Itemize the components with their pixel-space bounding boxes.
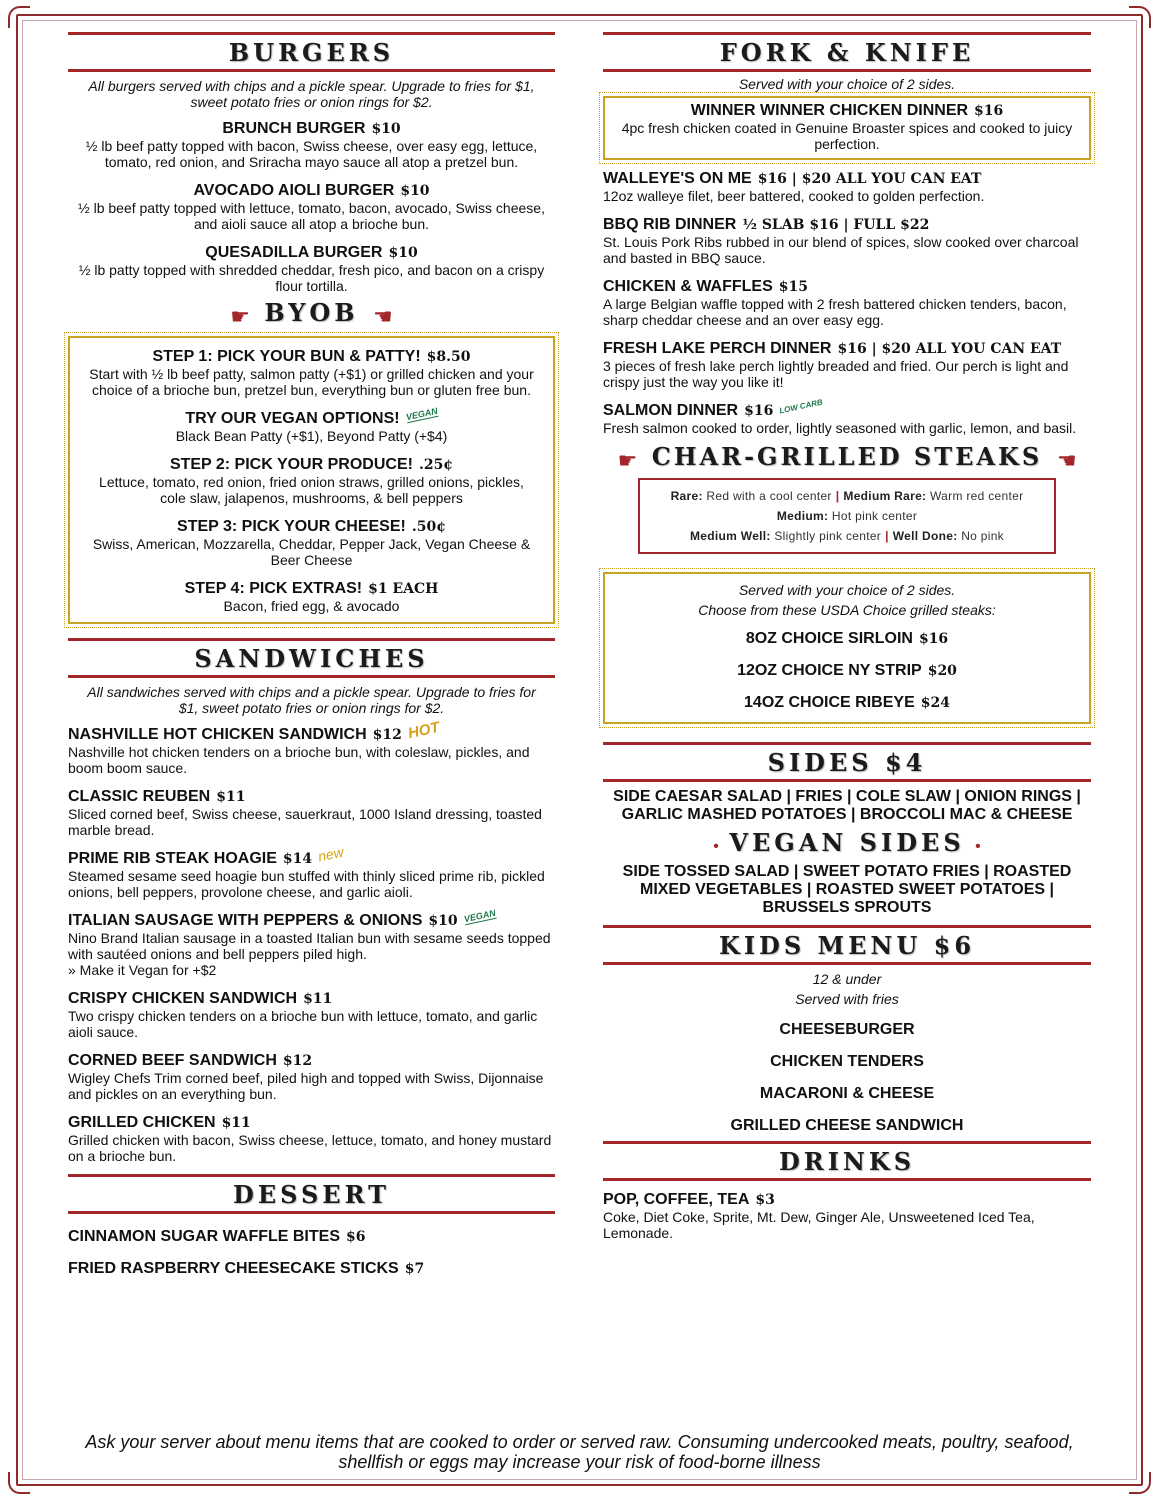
step-desc: Start with ½ lb beef patty, salmon patty (+$1) or grilled chicken and your choice of a brioche bun, pretzel bun, everything bun or gluten free bun. — [89, 365, 534, 398]
item-name: ITALIAN SAUSAGE WITH PEPPERS & ONIONS — [68, 911, 423, 929]
menu-item — [68, 244, 555, 294]
step-price: .25¢ — [418, 456, 454, 473]
item-price: $16 — [974, 103, 1004, 119]
item-name: WINNER WINNER CHICKEN DINNER — [690, 102, 969, 119]
kids-item — [603, 1085, 1091, 1103]
doneness-separator: | — [835, 488, 840, 503]
item-price: $16 | $20 ALL YOU CAN EAT — [757, 171, 982, 187]
item-price: $11 — [216, 788, 246, 805]
item-desc: 4pc fresh chicken coated in Genuine Broaster spices and cooked to juicy perfection. — [621, 120, 1073, 152]
sides-list: SIDE CAESAR SALAD | FRIES | COLE SLAW | ONION RINGS | GARLIC MASHED POTATOES | BROCCOLI MAC & CHEESE — [613, 787, 1081, 823]
sandwiches-note: All sandwiches served with chips and a pickle spear. Upgrade to fries for $1, sweet potato fries or onion rings for $2. — [87, 683, 536, 716]
kids-item — [603, 1021, 1091, 1039]
item-desc: Coke, Diet Coke, Sprite, Mt. Dew, Ginger Ale, Unsweetened Iced Tea, Lemonade. — [603, 1208, 1035, 1241]
bullet-icon: • — [713, 837, 719, 855]
item-name: CRISPY CHICKEN SANDWICH — [68, 989, 298, 1007]
item-extra: » Make it Vegan for +$2 — [68, 961, 217, 978]
item-name: 14OZ CHOICE RIBEYE — [744, 693, 915, 711]
item-price: $16 — [918, 630, 949, 647]
item-price: $10 — [371, 121, 401, 137]
step-name: STEP 2: PICK YOUR PRODUCE! — [169, 455, 413, 473]
item-name: GRILLED CHICKEN — [68, 1113, 216, 1131]
doneness-desc: No pink — [961, 528, 1004, 543]
frame-corner-ornament — [8, 6, 30, 28]
item-price: $10 — [400, 183, 430, 199]
step-name: STEP 4: PICK EXTRAS! — [184, 579, 363, 597]
item-name: SALMON DINNER — [603, 402, 739, 419]
frame-corner-ornament — [1129, 6, 1151, 28]
item-name: AVOCADO AIOLI BURGER — [193, 182, 395, 199]
byob-title: BYOB — [264, 298, 359, 327]
item-name: CINNAMON SUGAR WAFFLE BITES — [68, 1227, 340, 1245]
item-desc: Steamed sesame seed hoagie bun stuffed with thinly sliced prime rib, pickled onions, bell peppers, provolone cheese, and garlic aioli. — [68, 867, 545, 900]
item-name: CLASSIC REUBEN — [68, 787, 211, 805]
vegan-badge-icon: VEGAN — [404, 405, 439, 423]
item-desc: Nino Brand Italian sausage in a toasted Italian bun with sesame seeds topped with sautéed onions and bell peppers piled high. — [68, 929, 551, 962]
fork-knife-note: Served with your choice of 2 sides. — [738, 76, 956, 92]
item-desc: Two crispy chicken tenders on a brioche bun with lettuce, tomato, and garlic aioli sauce. — [68, 1007, 538, 1040]
menu-item — [603, 278, 1091, 328]
item-desc: Grilled chicken with bacon, Swiss cheese, lettuce, tomato, and honey mustard on a brioche bun. — [68, 1131, 552, 1164]
step-price: $8.50 — [426, 348, 471, 365]
item-desc: ½ lb patty topped with shredded cheddar, fresh pico, and bacon on a crispy flour tortilla. — [78, 262, 545, 294]
item-name: CORNED BEEF SANDWICH — [68, 1051, 277, 1069]
item-price: $7 — [404, 1260, 425, 1277]
item-name: PRIME RIB STEAK HOAGIE — [68, 849, 277, 867]
menu-item — [68, 718, 555, 776]
step-price: $1 EACH — [368, 580, 439, 597]
menu-item — [68, 120, 555, 170]
step-price: .50¢ — [411, 518, 446, 535]
burgers-note: All burgers served with chips and a pickle spear. Upgrade to fries for $1, sweet potato fries or onion rings for $2. — [88, 78, 535, 110]
item-price: $15 — [778, 279, 809, 295]
menu-item — [603, 216, 1091, 266]
item-price: $6 — [346, 1228, 366, 1245]
doneness-label: Medium Rare: — [843, 488, 927, 503]
item-price: ½ SLAB $16 | FULL $22 — [742, 217, 930, 233]
menu-item — [68, 1114, 555, 1164]
steak-item — [621, 662, 1073, 680]
byob-header — [68, 298, 555, 328]
vegan-sides-header — [603, 828, 1091, 857]
steaks-note: Served with your choice of 2 sides. — [738, 581, 956, 598]
item-desc: 12oz walleye filet, beer battered, cooked to golden perfection. — [603, 188, 985, 204]
step-desc: Black Bean Patty (+$1), Beyond Patty (+$4) — [175, 427, 448, 444]
item-name: MACARONI & CHEESE — [759, 1084, 935, 1102]
doneness-desc: Red with a cool center — [706, 488, 832, 503]
item-price: $16 — [744, 403, 774, 419]
item-desc: Sliced corned beef, Swiss cheese, sauerkraut, 1000 Island dressing, toasted marble bread. — [68, 805, 542, 838]
doneness-label: Rare: — [670, 488, 703, 503]
dessert-header — [68, 1174, 555, 1214]
menu-item — [603, 1191, 1091, 1241]
left-column — [68, 32, 555, 1290]
kids-header — [603, 925, 1091, 965]
step-desc: Swiss, American, Mozzarella, Cheddar, Pepper Jack, Vegan Cheese & Beer Cheese — [92, 535, 531, 568]
item-name: WALLEYE'S ON ME — [603, 170, 752, 187]
pointing-hand-icon: ☛ — [1056, 447, 1077, 473]
frame-corner-ornament — [8, 1472, 30, 1494]
steaks-title: CHAR-GRILLED STEAKS — [651, 442, 1043, 471]
doneness-line — [648, 506, 1046, 526]
item-desc: ½ lb beef patty topped with lettuce, tomato, bacon, avocado, Swiss cheese, and aioli sauce all atop a brioche bun. — [78, 200, 545, 232]
item-desc: Nashville hot chicken tenders on a brioche bun, with coleslaw, pickles, and boom boom sauce. — [68, 743, 530, 776]
item-name: BRUNCH BURGER — [222, 120, 366, 137]
new-badge-icon: new — [316, 843, 346, 865]
item-name: FRIED RASPBERRY CHEESECAKE STICKS — [68, 1259, 399, 1277]
menu-item — [68, 990, 555, 1040]
doneness-label: Well Done: — [892, 528, 958, 543]
step-desc: Bacon, fried egg, & avocado — [223, 597, 400, 614]
item-name: QUESADILLA BURGER — [205, 244, 383, 261]
menu-item — [68, 1052, 555, 1102]
byob-step — [86, 456, 537, 506]
step-name: TRY OUR VEGAN OPTIONS! — [185, 409, 400, 427]
item-desc: A large Belgian waffle topped with 2 fresh battered chicken tenders, bacon, sharp cheddar cheese and an over easy egg. — [603, 296, 1067, 328]
menu-item — [603, 340, 1091, 390]
item-desc: Fresh salmon cooked to order, lightly seasoned with garlic, lemon, and basil. — [603, 420, 1077, 436]
item-desc: 3 pieces of fresh lake perch lightly breaded and fried. Our perch is light and crispy just the way you like it! — [603, 358, 1069, 390]
item-price: $12 — [282, 1052, 313, 1069]
doneness-label: Medium: — [776, 508, 829, 523]
menu-item — [68, 907, 555, 978]
vegan-sides-list: SIDE TOSSED SALAD | SWEET POTATO FRIES | ROASTED MIXED VEGETABLES | ROASTED SWEET POTATOES | BRUSSELS SPROUTS — [622, 862, 1072, 916]
item-name: CHICKEN TENDERS — [770, 1052, 924, 1070]
pointing-hand-icon: ☛ — [230, 303, 250, 329]
menu-item — [603, 397, 1091, 436]
menu-item — [68, 1260, 555, 1278]
kids-note: Served with fries — [795, 990, 899, 1007]
item-desc: Wigley Chefs Trim corned beef, piled high and topped with Swiss, Dijonnaise and pickles on an everything bun. — [68, 1069, 544, 1102]
menu-item — [603, 170, 1091, 204]
bullet-icon: • — [975, 837, 981, 855]
vegan-badge-icon: VEGAN — [462, 907, 497, 925]
item-price: $12 — [372, 726, 402, 743]
right-column — [603, 32, 1091, 1253]
frame-corner-ornament — [1129, 1472, 1151, 1494]
burgers-header — [68, 32, 555, 72]
pointing-hand-icon: ☛ — [617, 447, 638, 473]
doneness-label: Medium Well: — [690, 528, 771, 543]
menu-item — [68, 182, 555, 232]
byob-step — [86, 348, 537, 398]
steak-item — [621, 694, 1073, 712]
item-name: CHICKEN & WAFFLES — [603, 278, 773, 295]
doneness-line — [648, 486, 1046, 506]
item-name: CHEESEBURGER — [779, 1020, 915, 1038]
featured-box — [603, 96, 1091, 160]
drinks-title: DRINKS — [778, 1146, 916, 1176]
item-price: $11 — [221, 1114, 251, 1131]
low-carb-badge-icon: LOW CARB — [778, 397, 824, 416]
byob-step — [86, 405, 537, 444]
hot-badge-icon: HOT — [406, 718, 441, 742]
kids-item — [603, 1117, 1091, 1135]
sandwiches-title: SANDWICHES — [194, 643, 429, 673]
sides-header — [603, 742, 1091, 782]
dessert-title: DESSERT — [233, 1179, 390, 1209]
vegan-sides-title: VEGAN SIDES — [729, 827, 965, 857]
raw-food-disclaimer: Ask your server about menu items that are cooked to order or served raw. Consuming undercooked meats, poultry, seafood, shellfish or eggs may increase your risk of food-borne illness — [85, 1432, 1074, 1472]
kids-title: KIDS MENU $6 — [718, 930, 976, 960]
item-price: $10 — [388, 245, 418, 261]
item-name: 12OZ CHOICE NY STRIP — [737, 661, 922, 679]
sandwiches-header — [68, 638, 555, 678]
steaks-note: Choose from these USDA Choice grilled steaks: — [698, 601, 996, 618]
item-price: $14 — [282, 850, 313, 867]
item-price: $16 | $20 ALL YOU CAN EAT — [837, 341, 1062, 357]
step-desc: Lettuce, tomato, red onion, fried onion straws, grilled onions, pickles, cole slaw, jalapenos, mushrooms, & bell peppers — [99, 473, 524, 506]
item-desc: ½ lb beef patty topped with bacon, Swiss cheese, over easy egg, lettuce, tomato, red onion, and Sriracha mayo sauce all atop a pretzel bun. — [85, 138, 538, 170]
item-price: $11 — [303, 990, 333, 1007]
doneness-separator: | — [885, 528, 889, 543]
item-name: GRILLED CHEESE SANDWICH — [730, 1116, 964, 1134]
step-name: STEP 3: PICK YOUR CHEESE! — [177, 517, 406, 535]
fork-knife-title: FORK & KNIFE — [719, 38, 975, 67]
item-name: FRESH LAKE PERCH DINNER — [603, 340, 832, 357]
fork-knife-header — [603, 32, 1091, 72]
kids-item — [603, 1053, 1091, 1071]
burgers-title: BURGERS — [228, 38, 395, 67]
item-name: POP, COFFEE, TEA — [603, 1190, 750, 1208]
steaks-header — [603, 442, 1091, 472]
doneness-desc: Warm red center — [930, 488, 1024, 503]
kids-note: 12 & under — [812, 970, 882, 987]
doneness-line — [648, 526, 1046, 546]
featured-item — [621, 102, 1073, 152]
doneness-desc: Hot pink center — [831, 508, 918, 523]
pointing-hand-icon: ☛ — [373, 303, 393, 329]
item-name: BBQ RIB DINNER — [603, 216, 737, 233]
item-price: $24 — [920, 694, 950, 711]
drinks-header — [603, 1141, 1091, 1181]
byob-step — [86, 518, 537, 568]
step-name: STEP 1: PICK YOUR BUN & PATTY! — [152, 347, 421, 365]
item-price: $10 — [428, 912, 458, 929]
byob-box — [68, 336, 555, 624]
item-name: 8OZ CHOICE SIRLOIN — [745, 629, 913, 647]
menu-item — [68, 843, 555, 900]
steak-item — [621, 630, 1073, 648]
item-price: $3 — [755, 1191, 775, 1208]
item-price: $20 — [927, 662, 957, 679]
item-name: NASHVILLE HOT CHICKEN SANDWICH — [68, 725, 367, 743]
item-desc: St. Louis Pork Ribs rubbed in our blend of spices, slow cooked over charcoal and basted in BBQ sauce. — [603, 234, 1079, 266]
sides-title: SIDES $4 — [767, 747, 927, 777]
menu-item — [68, 1228, 555, 1246]
menu-item — [68, 788, 555, 838]
doneness-box — [638, 478, 1056, 554]
doneness-desc: Slightly pink center — [774, 528, 882, 543]
steaks-box — [603, 572, 1091, 724]
byob-step — [86, 580, 537, 614]
